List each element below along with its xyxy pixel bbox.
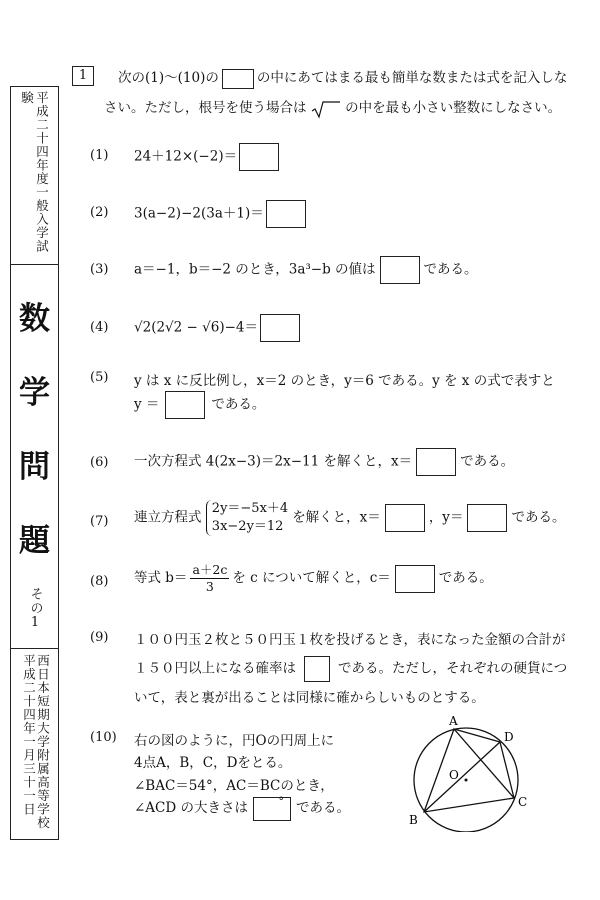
- q10-line-3: ∠BAC＝54°，AC＝BCのとき，: [134, 778, 334, 794]
- q7-number: (7): [90, 514, 109, 529]
- sidebar-date: 平成二十四年一月三十一日: [21, 654, 37, 816]
- q9-number: (9): [90, 630, 109, 645]
- q9-line-3: いて，表と裏が出ることは同様に確からしいものとする。: [134, 690, 485, 706]
- instruction-text: 次の(1)～(10)の: [118, 70, 219, 86]
- degree-mark: °: [278, 794, 285, 808]
- q3-line: [134, 256, 478, 284]
- q10-number: (10): [90, 730, 117, 745]
- q7-line: [134, 500, 565, 536]
- q3-tail: である。: [423, 261, 478, 278]
- title-char-3: 問: [19, 449, 50, 485]
- q7-equation-system: [206, 500, 288, 536]
- q7-equation-1: 2y＝−5x＋4: [211, 501, 289, 516]
- q7-x-answer-box[interactable]: [385, 504, 425, 532]
- q2-line: [134, 200, 306, 228]
- q8-mid: を c について解くと，c＝: [232, 570, 391, 586]
- sidebar-year: [11, 87, 58, 265]
- q8-tail: である。: [438, 570, 493, 586]
- circle-figure: [396, 712, 546, 832]
- q7-equation-2: 3x−2y＝12: [211, 519, 284, 534]
- q7-lead: 連立方程式: [134, 509, 202, 526]
- q10-answer-box[interactable]: [253, 794, 291, 821]
- instruction-line-1: [118, 66, 567, 89]
- title-char-2: 学: [19, 375, 50, 411]
- q8-fraction-denominator: 3: [205, 579, 214, 594]
- q2-answer-box[interactable]: [266, 200, 306, 228]
- title-char-4: 題: [19, 523, 50, 559]
- q6-tail: である。: [460, 453, 515, 470]
- q8-line: [134, 562, 493, 595]
- q9-text: である。ただし，それぞれの硬貨につ: [338, 660, 568, 677]
- title-char-1: 数: [19, 301, 50, 337]
- q5-answer-box[interactable]: [165, 391, 205, 419]
- q10-line-4: [134, 796, 350, 821]
- root-sign-icon: [311, 101, 341, 117]
- sidebar: [10, 86, 59, 840]
- instruction-line-2: [104, 96, 561, 117]
- label-b: B: [409, 813, 418, 827]
- question-number-box: 1: [72, 66, 94, 86]
- label-o: O: [449, 768, 459, 782]
- label-d: D: [504, 730, 514, 744]
- answer-box-sample: [222, 69, 254, 89]
- q8-fraction-numerator: a＋2c: [192, 562, 228, 577]
- label-a: A: [449, 714, 458, 728]
- instruction-text: さい。ただし，根号を使う場合は: [104, 100, 307, 116]
- q4-line: [134, 314, 300, 342]
- q1-expression: 24＋12×(−2)＝: [134, 148, 238, 165]
- q10-text: ∠ACD の大きさは: [134, 800, 249, 816]
- q3-answer-box[interactable]: [380, 256, 420, 284]
- sidebar-school: [11, 648, 58, 839]
- q4-answer-box[interactable]: [260, 314, 300, 342]
- q7-tail: である。: [511, 509, 566, 526]
- q4-expression: √2(2√2 − √6)−4＝: [134, 319, 258, 336]
- q3-expression: a＝−1，b＝−2 のとき，3a³−b の値は: [134, 261, 376, 278]
- q6-answer-box[interactable]: [416, 448, 456, 476]
- q9-line-2: [134, 656, 567, 682]
- q7-mid: を解くと，x＝: [292, 509, 381, 526]
- q6-number: (6): [90, 455, 109, 470]
- q6-line: [134, 448, 514, 476]
- q5-line-1: y は x に反比例し，x＝2 のとき，y＝6 である。y を x の式で表すと: [134, 373, 555, 389]
- q8-lead: 等式 b＝: [134, 570, 188, 586]
- sidebar-part-text: その1: [27, 587, 43, 631]
- q8-number: (8): [90, 574, 109, 589]
- q10-line-2: 4点A，B，C，Dをとる。: [134, 755, 292, 771]
- instruction-text: の中にあてはまる最も簡単な数または式を記入しな: [256, 70, 568, 86]
- label-c: C: [518, 795, 528, 809]
- q8-fraction: [190, 562, 229, 595]
- q1-answer-box[interactable]: [239, 143, 279, 171]
- q10-text: である。: [296, 800, 351, 816]
- q9-line-1: １００円玉２枚と５０円玉１枚を投げるとき，表になった金額の合計が: [134, 632, 566, 648]
- q3-number: (3): [90, 262, 109, 277]
- center-dot: [465, 779, 468, 782]
- sidebar-part: [11, 587, 58, 636]
- q5-line-2: [134, 391, 265, 419]
- q6-expression: 一次方程式 4(2x−3)＝2x−11 を解くと，x＝: [134, 453, 413, 470]
- sidebar-school-name: 西日本短期大学附属高等学校: [35, 654, 51, 830]
- q9-answer-box[interactable]: [304, 656, 330, 682]
- q2-expression: 3(a−2)−2(3a＋1)＝: [134, 205, 264, 222]
- q5-tail: である。: [211, 396, 266, 413]
- q9-text: １５０円以上になる確率は: [134, 660, 296, 677]
- q5-y-equals: y ＝: [134, 396, 160, 413]
- q7-y-equals: ，y＝: [428, 509, 464, 526]
- q5-number: (5): [90, 370, 109, 385]
- q1-number: (1): [90, 148, 109, 163]
- q10-line-1: 右の図のように，円Oの円周上に: [134, 733, 335, 749]
- q8-answer-box[interactable]: [395, 565, 435, 593]
- q1-line: [134, 143, 279, 171]
- q2-number: (2): [90, 205, 109, 220]
- q4-number: (4): [90, 320, 109, 335]
- instruction-text: の中を最も小さい整数にしなさい。: [345, 100, 562, 116]
- sidebar-year-text: 平成二十四年度一般入学試験: [19, 91, 50, 253]
- q7-y-answer-box[interactable]: [467, 504, 507, 532]
